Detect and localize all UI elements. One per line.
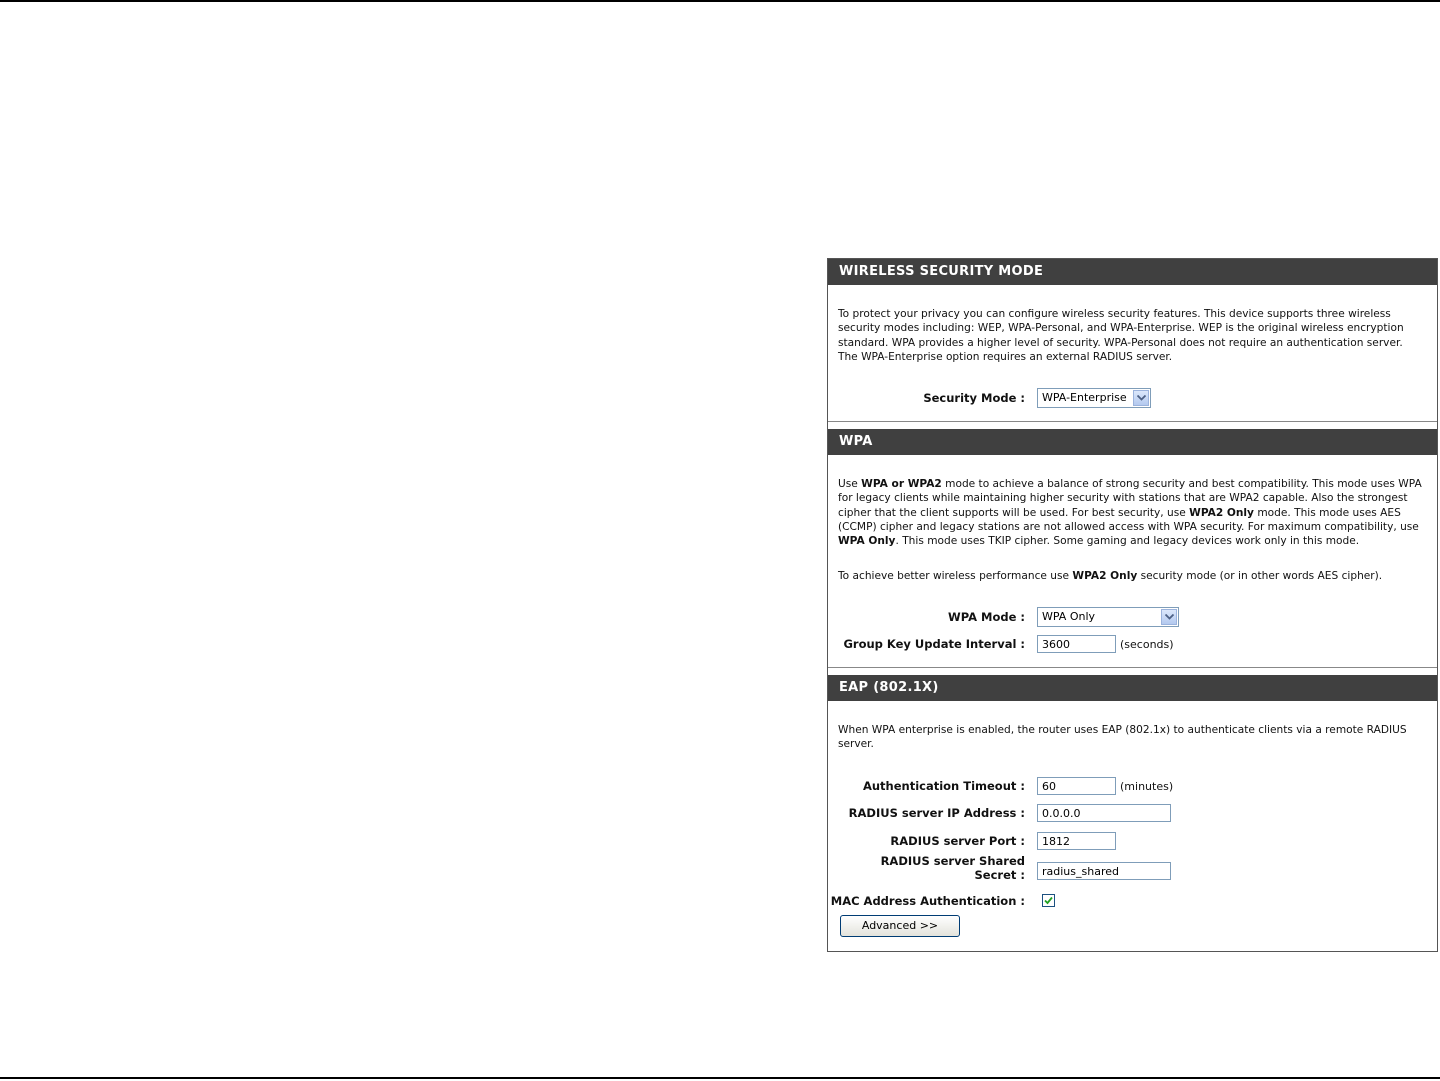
mac-auth-row — [828, 890, 1437, 912]
wireless-security-mode-section — [828, 259, 1437, 285]
auth-timeout-row — [828, 775, 1437, 797]
radius-ip-label: RADIUS server IP Address : — [848, 806, 1025, 820]
section-title-wireless-security-mode: WIRELESS SECURITY MODE — [828, 259, 1437, 285]
security-mode-select[interactable] — [1037, 388, 1151, 408]
section-divider — [828, 421, 1437, 422]
mac-auth-checkbox[interactable] — [1042, 894, 1055, 907]
chevron-down-icon[interactable] — [1133, 390, 1149, 406]
security-mode-row — [828, 387, 1437, 409]
group-key-interval-unit: (seconds) — [1120, 638, 1174, 651]
wpa-mode-value: WPA Only — [1042, 610, 1096, 623]
wireless-security-description: To protect your privacy you can configure wireless security features. This device supports three wireless security modes including: WEP, WPA-Personal, and WPA-Enterprise. WEP is the original wireless encryption standard. WPA provides a higher level of security. WPA-Personal does not require an authentication server. The WPA-Enterprise option requires an external RADIUS server. — [838, 308, 1404, 363]
wpa-performance-note: To achieve better wireless performance use WPA2 Only security mode (or in other words AES cipher). — [838, 570, 1383, 582]
radius-port-label: RADIUS server Port : — [890, 834, 1025, 848]
eap-description: When WPA enterprise is enabled, the router uses EAP (802.1x) to authenticate clients via a remote RADIUS server. — [838, 724, 1407, 751]
bottom-rule — [0, 1077, 1440, 1079]
top-rule — [0, 0, 1440, 2]
radius-secret-row — [828, 854, 1437, 882]
radius-port-input[interactable]: 1812 — [1037, 832, 1116, 850]
advanced-button[interactable]: Advanced >> — [840, 915, 960, 937]
group-key-interval-label: Group Key Update Interval : — [843, 637, 1025, 651]
wpa-mode-row — [828, 606, 1437, 628]
eap-section — [828, 675, 1437, 701]
radius-secret-input[interactable]: radius_shared — [1037, 862, 1171, 880]
radius-ip-input[interactable]: 0.0.0.0 — [1037, 804, 1171, 822]
section-title-eap: EAP (802.1X) — [828, 675, 1437, 701]
section-divider — [828, 667, 1437, 668]
wpa-mode-select[interactable] — [1037, 607, 1179, 627]
radius-ip-row — [828, 802, 1437, 824]
radius-secret-label: RADIUS server Shared Secret : — [880, 854, 1025, 882]
wpa-section — [828, 429, 1437, 455]
radius-port-row — [828, 830, 1437, 852]
group-key-interval-row — [828, 633, 1437, 655]
security-mode-label: Security Mode : — [923, 391, 1025, 405]
wpa-description: Use WPA or WPA2 mode to achieve a balance of strong security and best compatibility. This mode uses WPA for legacy clients while maintaining higher security with stations that are WPA2 capable. Also the strongest cipher that the client supports will be used. For best security, use WPA2 Only mode. This mode uses AES (CCMP) cipher and legacy stations are not allowed access with WPA security. For maximum compatibility, use WPA Only. This mode uses TKIP cipher. Some gaming and legacy devices work only in this mode. — [838, 478, 1422, 548]
mac-auth-label: MAC Address Authentication : — [830, 894, 1025, 908]
section-title-wpa: WPA — [828, 429, 1437, 455]
group-key-interval-input[interactable]: 3600 — [1037, 635, 1116, 653]
chevron-down-icon[interactable] — [1161, 609, 1177, 625]
checkmark-icon — [1044, 896, 1053, 905]
wireless-settings-panel — [827, 258, 1438, 952]
auth-timeout-input[interactable]: 60 — [1037, 777, 1116, 795]
security-mode-value: WPA-Enterprise — [1042, 391, 1127, 404]
wpa-mode-label: WPA Mode : — [948, 610, 1025, 624]
auth-timeout-label: Authentication Timeout : — [862, 779, 1025, 793]
auth-timeout-unit: (minutes) — [1120, 780, 1174, 793]
